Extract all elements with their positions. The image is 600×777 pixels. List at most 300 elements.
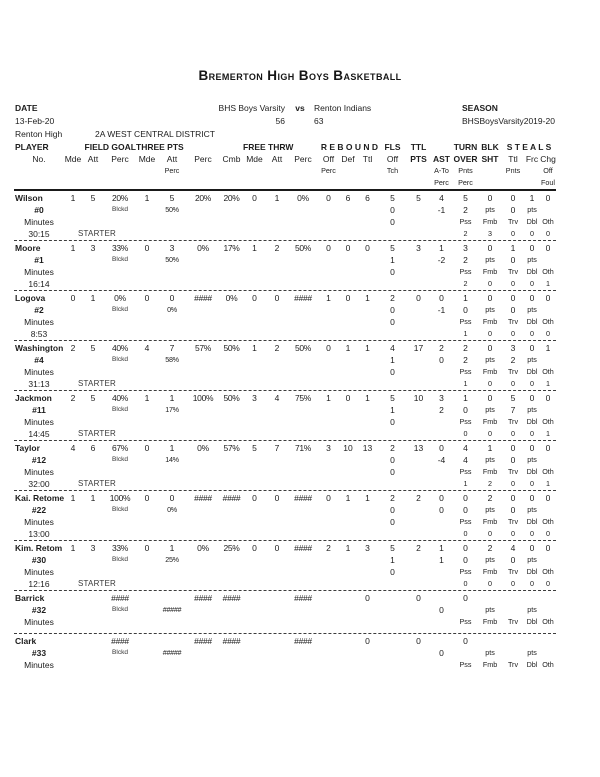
stat-reb-off: 0 (326, 243, 331, 253)
stat-to-double: 0 (530, 479, 534, 488)
stat-ft-perc: #### (294, 493, 312, 503)
starter-label (64, 278, 220, 290)
stat-fouls: 2 (390, 493, 395, 503)
stat-to-double: 0 (530, 279, 534, 288)
page-title: Bremerton High Boys Basketball (198, 68, 402, 83)
starter-label: STARTER (78, 579, 116, 588)
pts-label: pts (485, 355, 495, 364)
stat-to-double: 0 (530, 429, 534, 438)
stat-tp-made: 4 (144, 343, 150, 353)
stat-tp-perc: #### (194, 593, 212, 603)
stat-ft-att: 2 (274, 243, 280, 253)
stat-stl-points (502, 604, 524, 616)
stat-to-pass (453, 671, 478, 676)
col-ft-att: Att (271, 153, 283, 164)
fumble-label: Fmb (482, 317, 498, 326)
stat-tp-made: 0 (144, 293, 150, 303)
travel-label: Trv (507, 317, 519, 326)
minutes-label: Minutes (24, 417, 54, 427)
player-name: Moore (15, 243, 41, 253)
stat-ft-made (243, 592, 266, 604)
blocked-label: Blckd (112, 356, 128, 363)
stat-to-travel (502, 671, 524, 676)
stat-table (14, 142, 556, 676)
stat-fg-perc: 33% (111, 543, 129, 553)
stat-to-fumble (478, 671, 502, 676)
stat-tp-perc: 20% (194, 193, 212, 203)
stat-to-fumble: 0 (488, 529, 492, 538)
double-label: Dbl (526, 567, 538, 576)
stat-ast-to-ratio: -1 (437, 205, 446, 215)
col-blk: BLK (481, 142, 499, 152)
stat-fg-att: 5 (90, 343, 96, 353)
stat-fouls: 2 (390, 443, 395, 453)
fumble-label: Fmb (482, 467, 498, 476)
stat-ft-att: 0 (274, 293, 280, 303)
stat-to-double: 0 (530, 229, 534, 238)
stat-reb-off: 1 (326, 393, 331, 403)
stat-steals-forced: 0 (529, 393, 535, 403)
travel-label: Trv (507, 267, 519, 276)
season-label: SEASON (462, 103, 498, 113)
stat-ft-made: 1 (252, 243, 257, 253)
stat-to-pass: 0 (463, 529, 468, 538)
player-number: #11 (32, 405, 46, 415)
player-block (14, 441, 556, 491)
pts-label: pts (527, 255, 537, 264)
stat-to-travel: 0 (511, 329, 515, 338)
stat-fouls: 5 (390, 243, 395, 253)
stat-ft-att (266, 635, 288, 647)
stat-reb-ttl: 0 (365, 243, 370, 253)
other-label: Oth (542, 217, 554, 226)
blocked-label: Blckd (112, 406, 128, 413)
fumble-label: Fmb (482, 267, 498, 276)
stat-fouls-tech: 1 (390, 555, 395, 565)
player-name: Clark (15, 636, 37, 646)
travel-label: Trv (507, 467, 519, 476)
stat-fg-perc: 20% (111, 193, 129, 203)
stat-reb-def: 0 (345, 243, 351, 253)
col-field-goal: FIELD GOAL (84, 142, 136, 152)
stat-stl-points (502, 647, 524, 659)
col-stl-ttl: Ttl (508, 153, 518, 164)
stat-ft-perc: 75% (294, 393, 312, 403)
season-value: BHSBoysVarsity2019-20 (462, 116, 555, 126)
stat-fg-att: 5 (90, 193, 96, 203)
stat-steals: 3 (510, 343, 516, 353)
player-name: Washington (15, 343, 64, 353)
stat-fouls-tech (378, 604, 407, 616)
fumble-label: Fmb (482, 617, 498, 626)
stat-ft-perc: 50% (294, 243, 312, 253)
col-fouls: FLS (384, 142, 401, 152)
stat-to-points: 0 (463, 405, 468, 415)
pts-label: pts (527, 605, 537, 614)
col-turn: TURN (453, 142, 478, 152)
col-chg-off: Off (543, 166, 553, 175)
stat-points: 3 (416, 243, 421, 253)
stat-to-travel: 0 (511, 529, 515, 538)
stat-ft-att: 0 (274, 543, 280, 553)
stat-to-pass: 1 (463, 329, 468, 338)
double-label: Dbl (526, 617, 538, 626)
minutes-label: Minutes (24, 467, 54, 477)
stat-tp-perc: 0% (197, 243, 209, 253)
col-ato-perc: Perc (434, 177, 449, 187)
travel-label: Trv (507, 660, 519, 669)
stat-to-points (453, 604, 478, 616)
stat-tp-att-perc: 0% (167, 505, 177, 514)
stat-to-fumble: 2 (488, 479, 492, 488)
stat-assists: 0 (439, 493, 444, 503)
stat-blocks: 0 (487, 293, 493, 303)
player-name: Logova (15, 293, 46, 303)
stat-tp-perc: 57% (194, 343, 212, 353)
player-name: Kai. Retome (15, 493, 64, 503)
stat-stl-points: 0 (510, 555, 516, 565)
stat-charges: 1 (545, 343, 551, 353)
player-block (14, 191, 556, 241)
starter-label: STARTER (78, 479, 116, 488)
stat-ft-made (243, 635, 266, 647)
fumble-label: Fmb (482, 417, 498, 426)
date-value: 13-Feb-20 (15, 116, 55, 126)
stat-ft-perc: #### (294, 593, 312, 603)
stat-blocks: 0 (487, 393, 493, 403)
stat-ast-to-ratio: 0 (439, 505, 444, 515)
stat-ft-made: 1 (252, 343, 257, 353)
stat-tp-att (158, 592, 186, 604)
travel-label: Trv (507, 417, 519, 426)
minutes-label: Minutes (24, 517, 54, 527)
stat-fouls-3 (378, 659, 407, 671)
stat-reb-def: 1 (345, 343, 351, 353)
venue-name: Renton High (15, 129, 63, 139)
pass-label: Pss (459, 417, 472, 426)
stat-tp-att: 3 (169, 243, 175, 253)
other-label: Oth (542, 317, 554, 326)
pts-label: pts (485, 205, 495, 214)
col-stl-pnts: Pnts (505, 166, 521, 175)
stat-assists: 1 (439, 243, 444, 253)
double-label: Dbl (526, 467, 538, 476)
stat-fg-att (82, 592, 104, 604)
stat-tp-att-perc: 58% (165, 355, 179, 364)
col-tp-made: Mde (138, 153, 156, 164)
stat-combined-perc: #### (222, 636, 241, 646)
district-name: 2A WEST CENTRAL DISTRICT (95, 129, 215, 139)
player-block (14, 341, 556, 391)
stat-fg-perc: 0% (114, 293, 126, 303)
minutes-label: Minutes (24, 660, 54, 670)
stat-to-pass (453, 628, 478, 633)
stat-to-fumble: 3 (488, 229, 492, 238)
stat-to-points: 4 (463, 455, 468, 465)
stat-reb-def: 10 (343, 443, 353, 453)
stat-points: 2 (416, 543, 421, 553)
double-label: Dbl (526, 217, 538, 226)
stat-charges: 0 (545, 293, 551, 303)
stat-fg-perc: #### (111, 593, 129, 603)
stat-stl-points: 2 (510, 355, 516, 365)
stat-reb-off (318, 635, 339, 647)
stat-tp-made: 0 (144, 543, 150, 553)
stat-fouls-3: 0 (390, 317, 395, 327)
stat-fouls: 5 (390, 393, 395, 403)
home-team-name: BHS Boys Varsity (218, 103, 285, 113)
minutes-value: 14:45 (28, 429, 50, 439)
minutes-value: 16:14 (28, 279, 50, 289)
stat-turnovers: 5 (463, 193, 468, 203)
stat-steals-forced (524, 592, 540, 604)
stat-to-double (524, 671, 540, 676)
stat-tp-att-perc: 25% (165, 555, 179, 564)
double-label: Dbl (526, 417, 538, 426)
stat-reb-def (339, 635, 357, 647)
player-block (14, 291, 556, 341)
pts-label: pts (485, 305, 495, 314)
stat-turnovers: 0 (463, 543, 468, 553)
stat-steals: 1 (510, 243, 516, 253)
stat-tp-att-perc: 14% (165, 455, 179, 464)
stat-reb-ttl: 1 (365, 343, 370, 353)
fumble-label: Fmb (482, 217, 498, 226)
col-reb-off-perc: Perc (321, 166, 336, 175)
stat-to-fumble (478, 628, 502, 633)
stat-steals-forced: 0 (529, 493, 535, 503)
stat-fg-made: 0 (70, 293, 76, 303)
stat-reb-off (318, 592, 339, 604)
col-fg-att: Att (87, 153, 99, 164)
starter-label: STARTER (78, 429, 116, 438)
other-label: Oth (542, 517, 554, 526)
stat-stl-points: 0 (510, 255, 516, 265)
minutes-value: 13:00 (28, 529, 50, 539)
stat-blocks: 0 (487, 193, 493, 203)
stat-ast-to-ratio: 2 (439, 405, 444, 415)
stat-assists: 1 (439, 543, 444, 553)
pts-label: pts (527, 355, 537, 364)
stat-turnovers: 0 (463, 493, 468, 503)
travel-label: Trv (507, 217, 519, 226)
stat-reb-def: 1 (345, 493, 351, 503)
stat-fg-perc: 100% (109, 493, 131, 503)
col-tp-att: Att (166, 153, 178, 164)
col-sht: SHT (481, 153, 499, 164)
stat-ft-att: 0 (274, 493, 280, 503)
stat-to-fumble: 0 (488, 279, 492, 288)
pts-label: pts (527, 405, 537, 414)
blocked-label: Blckd (112, 506, 128, 513)
double-label: Dbl (526, 517, 538, 526)
stat-steals-forced: 0 (529, 343, 535, 353)
stat-steals (502, 635, 524, 647)
stat-fg-att: 3 (90, 243, 96, 253)
other-label: Oth (542, 367, 554, 376)
pts-label: pts (485, 455, 495, 464)
stat-assists (430, 592, 453, 604)
stat-tp-perc: #### (194, 636, 212, 646)
minutes-label: Minutes (24, 367, 54, 377)
player-block (14, 591, 556, 634)
stat-stl-points: 0 (510, 205, 516, 215)
stat-to-points: 2 (463, 355, 468, 365)
stat-to-points: 0 (463, 555, 468, 565)
stat-ft-att: 2 (274, 343, 280, 353)
stat-points: 17 (413, 343, 424, 353)
player-block (14, 541, 556, 591)
stat-steals-forced: 0 (529, 543, 535, 553)
blocked-label: Blckd (112, 206, 128, 213)
stat-turnovers: 0 (463, 593, 468, 603)
stat-assists: 0 (439, 443, 444, 453)
blocked-label: Blckd (112, 556, 128, 563)
player-block (14, 634, 556, 676)
col-combined: Cmb (222, 153, 241, 164)
stat-reb-def: 0 (345, 393, 351, 403)
blocked-label: Blckd (112, 306, 128, 313)
stat-tp-att-perc: 17% (165, 405, 179, 414)
stat-fg-made: 1 (70, 543, 76, 553)
stat-to-fumble: 0 (488, 579, 492, 588)
stat-turnovers: 3 (463, 243, 468, 253)
stat-fg-perc: #### (111, 636, 129, 646)
pass-label: Pss (459, 367, 472, 376)
travel-label: Trv (507, 367, 519, 376)
stat-reb-off: 0 (326, 343, 331, 353)
starter-label: STARTER (78, 229, 116, 238)
stat-ft-att: 4 (274, 393, 280, 403)
stat-to-other (540, 628, 556, 633)
stat-tp-perc: 0% (197, 443, 209, 453)
double-label: Dbl (526, 317, 538, 326)
stat-steals-forced (524, 635, 540, 647)
stat-fg-att (82, 635, 104, 647)
stat-assists: 3 (439, 393, 444, 403)
stat-steals-forced: 0 (529, 293, 535, 303)
stat-to-other: 1 (546, 429, 550, 438)
stat-fouls-3: 0 (390, 267, 395, 277)
stat-ft-made: 0 (252, 543, 257, 553)
stat-to-pass: 0 (463, 429, 468, 438)
stat-to-points (453, 647, 478, 659)
player-number: #33 (31, 648, 47, 658)
travel-label: Trv (507, 517, 519, 526)
stat-to-points: 0 (463, 305, 468, 315)
stat-tp-perc: #### (194, 293, 212, 303)
stat-fouls-3: 0 (390, 567, 395, 577)
player-rows (14, 191, 556, 676)
player-number: #12 (31, 455, 47, 465)
stat-fg-made: 1 (70, 243, 76, 253)
col-stl-frc: Frc (525, 153, 539, 164)
stat-charges (540, 635, 556, 647)
minutes-value (14, 628, 64, 633)
stat-fouls-tech: 0 (390, 455, 395, 465)
stat-charges: 0 (545, 193, 551, 203)
stat-fouls (378, 635, 407, 647)
stat-fg-att: 1 (90, 493, 96, 503)
stat-combined-perc: 0% (225, 293, 238, 303)
travel-label: Trv (507, 567, 519, 576)
col-tp-att-perc: Perc (164, 166, 180, 175)
minutes-value: 12:16 (28, 579, 50, 589)
stat-reb-def: 6 (345, 193, 351, 203)
pts-label: pts (527, 305, 537, 314)
stat-tp-perc: 0% (197, 543, 209, 553)
stat-tp-perc: #### (194, 493, 212, 503)
stat-to-fumble: 0 (488, 329, 492, 338)
pts-label: pts (485, 555, 495, 564)
col-three-pts: THREE PTS (136, 142, 184, 152)
stat-ast-to-ratio: 1 (439, 555, 444, 565)
stat-ft-att (266, 592, 288, 604)
stat-tp-att: 1 (169, 443, 175, 453)
col-steals: S T E A L S (506, 142, 552, 152)
other-label: Oth (542, 617, 554, 626)
col-to-pnts: Pnts (458, 166, 473, 175)
col-reb-off: Off (322, 153, 335, 164)
stat-combined-perc: 25% (223, 543, 240, 553)
stat-ft-att: 1 (274, 193, 280, 203)
stat-tp-made: 0 (144, 493, 150, 503)
stat-blocks: 2 (487, 493, 493, 503)
stat-to-other: 0 (546, 229, 550, 238)
stat-fouls-3: 0 (390, 217, 395, 227)
pass-label: Pss (459, 267, 472, 276)
stat-tp-att-perc: 50% (165, 255, 179, 264)
stat-ft-perc: #### (294, 293, 312, 303)
stat-ast-to-ratio: 0 (439, 355, 444, 365)
minutes-value: 8:53 (30, 329, 48, 339)
stat-steals: 0 (510, 493, 516, 503)
stat-charges: 0 (545, 243, 551, 253)
stat-steals: 4 (510, 543, 516, 553)
stat-blocks (478, 592, 502, 604)
col-free-throw: FREE THRW (243, 142, 294, 152)
col-over: OVER (453, 153, 478, 164)
player-number: #2 (34, 305, 44, 315)
stat-points: 0 (416, 293, 421, 303)
stat-turnovers: 1 (463, 393, 468, 403)
stat-tp-made (136, 592, 158, 604)
stat-combined-perc: 50% (223, 343, 240, 353)
stat-fouls-tech: 0 (390, 305, 395, 315)
fumble-label: Fmb (482, 367, 498, 376)
stat-ast-to-ratio: -2 (437, 255, 446, 265)
stat-tp-att: 1 (169, 543, 175, 553)
stat-steals: 5 (510, 393, 516, 403)
col-fg-perc: Perc (111, 153, 129, 164)
stat-ft-perc: 71% (294, 443, 312, 453)
other-label: Oth (542, 467, 554, 476)
stat-fouls-tech (378, 647, 407, 659)
stat-fg-made: 2 (70, 393, 76, 403)
pass-label: Pss (459, 567, 472, 576)
stat-to-travel: 0 (511, 479, 515, 488)
double-label: Dbl (526, 267, 538, 276)
stat-turnovers: 4 (463, 443, 468, 453)
col-chg-foul: Foul (541, 177, 555, 187)
stat-tp-att-perc: ##### (162, 605, 182, 614)
pts-label: pts (485, 255, 495, 264)
stat-to-other (540, 671, 556, 676)
col-ft-made: Mde (246, 153, 263, 164)
stat-fouls: 4 (390, 343, 395, 353)
stat-steals: 0 (510, 293, 516, 303)
player-block (14, 241, 556, 291)
